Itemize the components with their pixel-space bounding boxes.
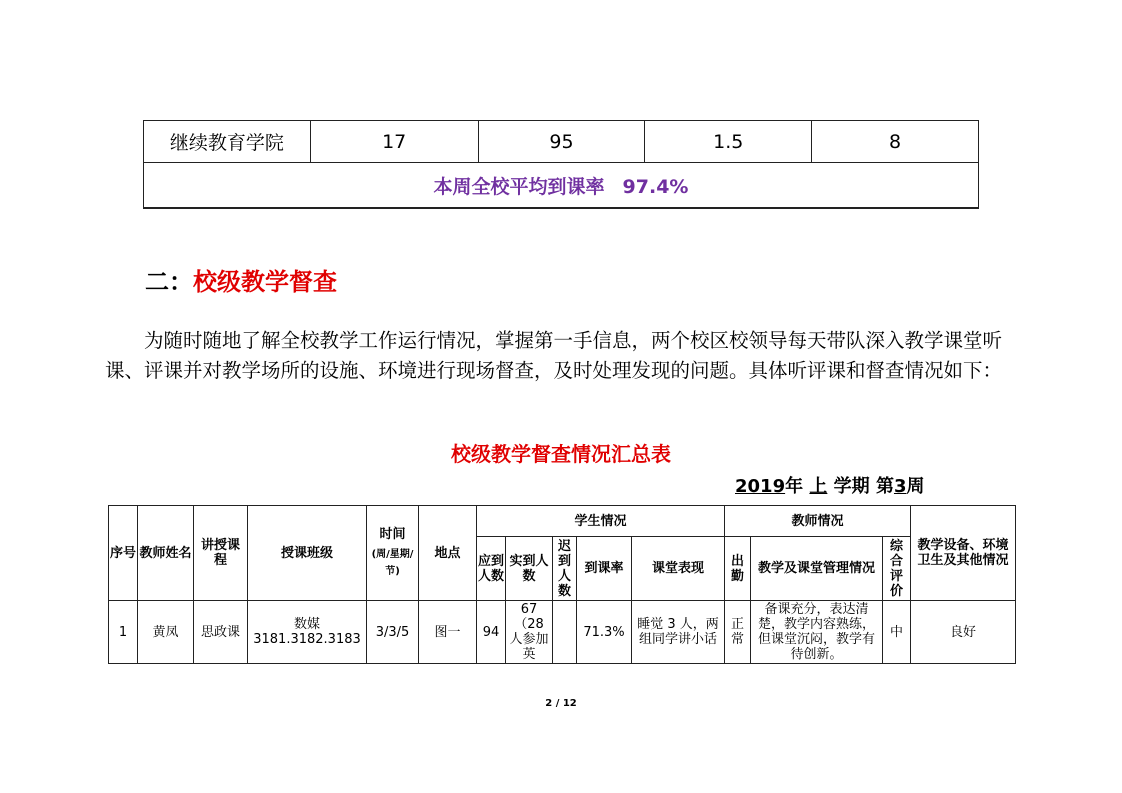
header-attendance: 出勤	[725, 537, 751, 601]
term-year: 2019	[735, 476, 786, 497]
term-line	[735, 472, 924, 498]
average-label: 本周全校平均到课率	[433, 175, 605, 198]
header-rate: 到课率	[577, 537, 632, 601]
cell-value: 1.5	[645, 121, 812, 163]
section-heading	[145, 262, 337, 297]
term-year-suffix: 年	[785, 476, 804, 497]
table-row	[109, 601, 1016, 664]
header-place: 地点	[419, 506, 477, 601]
cell-late	[553, 601, 577, 664]
header-seq: 序号	[109, 506, 138, 601]
cell-course: 思政课	[194, 601, 248, 664]
attendance-summary-table	[143, 120, 979, 209]
cell-place: 图一	[419, 601, 477, 664]
header-equipment: 教学设备、环境卫生及其他情况	[911, 506, 1016, 601]
header-late: 迟到人数	[553, 537, 577, 601]
term-week-suffix: 周	[906, 476, 925, 497]
cell-value: 95	[478, 121, 645, 163]
cell-class: 数媒 3181.3182.3183	[248, 601, 367, 664]
average-value: 97.4%	[622, 175, 689, 198]
header-row	[109, 506, 1016, 537]
page-indicator: 2 / 12	[545, 698, 577, 709]
header-teacher: 教师姓名	[138, 506, 194, 601]
average-row	[144, 163, 979, 209]
cell-performance: 睡觉 3 人，两组同学讲小话	[632, 601, 725, 664]
header-course: 讲授课程	[194, 506, 248, 601]
cell-equipment: 良好	[911, 601, 1016, 664]
header-overall: 综合评价	[883, 537, 911, 601]
header-time	[367, 506, 419, 601]
section-title: 校级教学督查	[193, 268, 337, 296]
cell-management: 备课充分，表达清楚，教学内容熟练，但课堂沉闷，教学有待创新。	[751, 601, 883, 664]
cell-rate: 71.3%	[577, 601, 632, 664]
average-cell	[144, 163, 979, 209]
header-time-label: 时间	[379, 526, 406, 542]
cell-teacher: 黄凤	[138, 601, 194, 664]
term-week-label: 第	[875, 476, 894, 497]
cell-value: 8	[812, 121, 979, 163]
header-actual: 实到人数	[506, 537, 553, 601]
section-number: 二：	[145, 268, 193, 296]
header-performance: 课堂表现	[632, 537, 725, 601]
term-xueqi: 学期	[833, 476, 870, 497]
header-student-group: 学生情况	[477, 506, 725, 537]
term-half: 上	[809, 476, 828, 497]
cell-due: 94	[477, 601, 506, 664]
header-class: 授课班级	[248, 506, 367, 601]
header-due: 应到人数	[477, 537, 506, 601]
cell-value: 17	[310, 121, 478, 163]
body-paragraph	[105, 326, 1035, 386]
header-teacher-group: 教师情况	[725, 506, 911, 537]
cell-actual-wrap	[506, 601, 553, 664]
term-week: 3	[893, 476, 907, 497]
header-time-sub: (周/星期/节)	[371, 548, 414, 577]
cell-overall: 中	[883, 601, 911, 664]
cell-seq: 1	[109, 601, 138, 664]
table-title: 校级教学督查情况汇总表	[451, 442, 671, 466]
paragraph-text: 为随时随地了解全校教学工作运行情况，掌握第一手信息，两个校区校领导每天带队深入教学课堂听课、评课并对教学场所的设施、环境进行现场督查，及时处理发现的问题。具体听评课和督查情况如下：	[105, 329, 1003, 382]
cell-actual: 67 （28 人参加英	[509, 602, 549, 662]
cell-time: 3/3/5	[367, 601, 419, 664]
college-name: 继续教育学院	[144, 121, 311, 163]
table-row	[144, 121, 979, 163]
cell-attendance: 正常	[725, 601, 751, 664]
supervision-table	[108, 505, 1016, 664]
header-management: 教学及课堂管理情况	[751, 537, 883, 601]
